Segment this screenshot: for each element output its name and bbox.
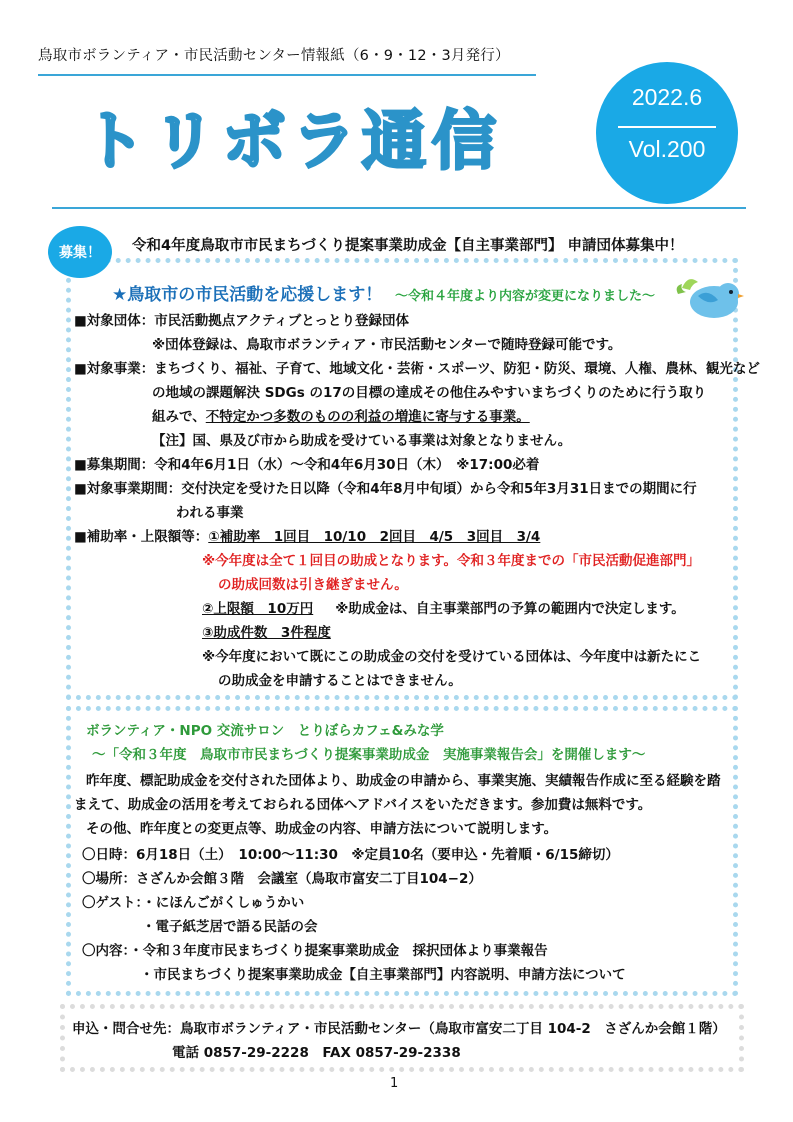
event-content-2: ・市民まちづくり提案事業助成金【自主事業部門】内容説明、申請方法について: [140, 967, 626, 983]
registration-note: ※団体登録は、鳥取市ボランティア・市民活動センターで随時登録可能です。: [152, 337, 622, 353]
event-content-1: 〇内容：・令和３年度市民まちづくり提案事業助成金 採択団体より事業報告: [82, 943, 548, 959]
salon-title: ～「令和３年度 鳥取市市民まちづくり提案事業助成金 実施事業報告会」を開催します～: [92, 747, 646, 763]
subsidy-rate-value: ①補助率 1回目 10/10 2回目 4/5 3回目 3/4: [208, 529, 541, 545]
main-divider: [52, 207, 746, 209]
event-datetime: 〇日時：6月18日（土） 10:00～11:30 ※定員10名（要申込・先着順・6/15締切）: [82, 847, 619, 863]
application-period: ■募集期間：令和4年6月1日（水）～令和4年6月30日（木） ※17:00必着: [74, 457, 540, 473]
recruiting-badge: 募集！: [48, 226, 112, 278]
section1-headline: 令和4年度鳥取市市民まちづくり提案事業助成金【自主事業部門】 申請団体募集中！: [132, 238, 684, 254]
upper-limit-row: [202, 600, 685, 618]
already-granted-note-cont: の助成金を申請することはできません。: [218, 673, 462, 689]
first-time-note: ※今年度は全て１回目の助成となります。令和３年度までの「市民活動促進部門」: [202, 553, 701, 569]
target-projects-cont2a: 組みで、: [152, 409, 206, 425]
newsletter-logo: トリボラ通信: [82, 105, 502, 179]
grant-count: ③助成件数 3件程度: [202, 625, 331, 641]
project-period: ■対象事業期間：交付決定を受けた日以降（令和4年8月中旬頃）から令和5年3月31日までの期間に行: [74, 481, 697, 497]
upper-limit-value: ②上限額 10万円: [202, 601, 314, 617]
public-benefit-text: 不特定かつ多数のものの利益の増進に寄与する事業。: [205, 409, 530, 425]
salon-desc-3: その他、昨年度との変更点等、助成金の内容、申請方法について説明します。: [86, 821, 558, 837]
issue-volume: Vol.200: [628, 136, 706, 162]
issue-date: 2022.6: [631, 84, 703, 110]
salon-subtitle: ボランティア・NPO 交流サロン とりぼらカフェ&みな学: [86, 723, 444, 739]
exclusion-note: 【注】国、県及び市から助成を受けている事業は対象となりません。: [152, 433, 572, 449]
section1-title: ★鳥取市の市民活動を応援します！: [112, 285, 383, 305]
subsidy-rate-label: ■補助率・上限額等：: [74, 529, 209, 545]
salon-desc-2: まえて、助成金の活用を考えておられる団体へアドバイスをいただきます。参加費は無料です。: [74, 797, 652, 813]
issue-divider: [618, 126, 716, 128]
bluebird-icon: [672, 266, 744, 324]
event-guest-1: 〇ゲスト：・にほんごがくしゅうかい: [82, 895, 305, 911]
already-granted-note: ※今年度において既にこの助成金の交付を受けている団体は、今年度中は新たにこ: [202, 649, 702, 665]
header-note: 鳥取市ボランティア・市民活動センター情報紙（6・9・12・3月発行）: [38, 48, 510, 64]
budget-note: ※助成金は、自主事業部門の予算の範囲内で決定します。: [335, 601, 685, 617]
salon-desc-1: 昨年度、標記助成金を交付された団体より、助成金の申請から、事業実施、実績報告作成に至る経験を踏: [86, 773, 721, 789]
header-divider: [38, 74, 536, 76]
contact-phone: 電話 0857-29-2228 FAX 0857-29-2338: [172, 1045, 461, 1061]
subsidy-rate-row: [74, 528, 540, 546]
target-projects: ■対象事業：まちづくり、福祉、子育て、地域文化・芸術・スポーツ、防犯・防災、環境、人権、農林、観光など: [74, 361, 760, 377]
issue-badge: [596, 62, 738, 204]
page-number: 1: [390, 1076, 399, 1091]
target-groups: ■対象団体：市民活動拠点アクティブとっとり登録団体: [74, 313, 409, 329]
event-guest-2: ・電子紙芝居で語る民話の会: [142, 919, 318, 935]
section1-subtitle: ～令和４年度より内容が変更になりました～: [394, 289, 655, 304]
target-projects-cont1: の地域の課題解決 SDGs の17の目標の達成その他住みやすいまちづくりのために行う取り: [152, 385, 707, 401]
contact-address: 申込・問合せ先：鳥取市ボランティア・市民活動センター（鳥取市富安二丁目 104-2 さざんか会館１階）: [72, 1021, 726, 1037]
section1-title-row: [112, 286, 655, 306]
target-projects-cont2: [152, 408, 530, 426]
first-time-note-cont: の助成回数は引き継ぎません。: [218, 577, 408, 593]
project-period-cont: われる事業: [176, 505, 244, 521]
event-place: 〇場所：さざんか会館３階 会議室（鳥取市富安二丁目104−2）: [82, 871, 482, 887]
